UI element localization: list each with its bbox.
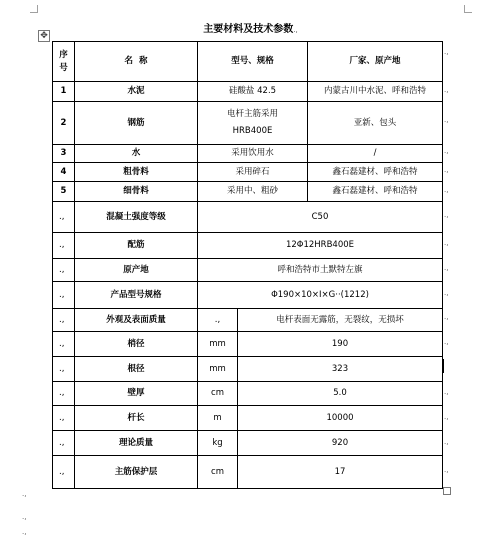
param-row-1-value: 190 — [238, 332, 443, 357]
row-2-maker: 亚新、包头 — [308, 102, 443, 145]
header-seq-line1: 序 — [59, 49, 68, 60]
document-title-text: 主要材料及技术参数 — [203, 24, 294, 35]
row-end-mark: ., — [444, 438, 449, 446]
row-4-no: 4 — [53, 163, 75, 182]
span-row-2-value: 12Φ12HRB400E — [198, 233, 443, 259]
row-2-model-line2: HRB400E — [232, 126, 273, 136]
span-row-3-mark: ., — [53, 259, 75, 282]
param-row-4-value: 10000 — [238, 406, 443, 431]
row-end-mark: ., — [444, 166, 449, 174]
row-3-maker: / — [308, 145, 443, 163]
spec-table — [52, 41, 443, 489]
page-corner-mark-right — [464, 5, 472, 13]
row-end-mark: ., — [444, 466, 449, 474]
param-row-6-mark: ., — [53, 456, 75, 489]
span-row-4-label: 产品型号规格 — [75, 282, 198, 309]
span-row-4-value: Φ190×10×I×G··(1212) — [198, 282, 443, 309]
row-1-no: 1 — [53, 82, 75, 102]
span-row-3-label: 原产地 — [75, 259, 198, 282]
row-1-name: 水泥 — [75, 82, 198, 102]
param-row-1-mark: ., — [53, 332, 75, 357]
span-row-2-label: 配筋 — [75, 233, 198, 259]
row-1-model: 硅酸盐 42.5 — [198, 82, 308, 102]
param-row-5-label: 理论质量 — [75, 431, 198, 456]
row-end-mark: ., — [444, 86, 449, 94]
surface-row-value: 电杆表面无露筋，无裂纹，无损坏 — [238, 309, 443, 332]
row-5-no: 5 — [53, 182, 75, 202]
param-row-4-label: 杆长 — [75, 406, 198, 431]
param-row-2-unit: mm — [198, 357, 238, 382]
row-end-mark: ., — [444, 116, 449, 124]
row-end-mark: ., — [444, 264, 449, 272]
row-5-model: 采用中、粗砂 — [198, 182, 308, 202]
row-3-model: 采用饮用水 — [198, 145, 308, 163]
param-row-6-value: 17 — [238, 456, 443, 489]
row-2-no: 2 — [53, 102, 75, 145]
row-4-maker: 鑫石磊建材、呼和浩特 — [308, 163, 443, 182]
param-row-1-label: 梢径 — [75, 332, 198, 357]
surface-row-unit-mark: ., — [214, 314, 221, 325]
span-row-2-mark: ., — [53, 233, 75, 259]
param-row-2-label: 根径 — [75, 357, 198, 382]
param-row-3-value: 5.0 — [238, 382, 443, 406]
document-title — [0, 20, 501, 35]
margin-paragraph-mark: ., — [22, 513, 27, 521]
row-end-mark: ., — [444, 388, 449, 396]
paragraph-mark: ., — [293, 26, 298, 34]
row-2-model — [198, 102, 308, 145]
param-row-4-mark: ., — [53, 406, 75, 431]
row-4-model: 采用碎石 — [198, 163, 308, 182]
span-row-3-value: 呼和浩特市土默特左旗 — [198, 259, 443, 282]
param-row-6-unit: cm — [198, 456, 238, 489]
param-row-1-unit: mm — [198, 332, 238, 357]
table-resize-handle-icon[interactable] — [443, 487, 451, 495]
row-end-mark: ., — [444, 48, 449, 56]
header-seq-line2: 号 — [59, 62, 68, 73]
param-row-3-mark: ., — [53, 382, 75, 406]
surface-row-label: 外观及表面质量 — [75, 309, 198, 332]
param-row-3-label: 壁厚 — [75, 382, 198, 406]
row-5-maker: 鑫石磊建材、呼和浩特 — [308, 182, 443, 202]
header-seq — [53, 42, 75, 82]
row-end-mark: ., — [444, 239, 449, 247]
header-maker: 厂家、原产地 — [308, 42, 443, 82]
margin-paragraph-mark: ., — [22, 490, 27, 498]
row-end-mark: ., — [444, 338, 449, 346]
row-end-mark: ., — [444, 211, 449, 219]
param-row-5-unit: kg — [198, 431, 238, 456]
header-name: 名 称 — [75, 42, 198, 82]
row-end-mark: ., — [444, 147, 449, 155]
surface-row-unit — [198, 309, 238, 332]
margin-paragraph-mark: ., — [22, 528, 27, 536]
row-2-model-line1: 电杆主筋采用 — [226, 109, 278, 119]
param-row-2-mark: ., — [53, 357, 75, 382]
text-cursor — [443, 359, 444, 373]
surface-row-mark: ., — [53, 309, 75, 332]
param-row-4-unit: m — [198, 406, 238, 431]
param-row-3-unit: cm — [198, 382, 238, 406]
param-row-5-mark: ., — [53, 431, 75, 456]
row-1-maker: 内蒙古川中水泥、呼和浩特 — [308, 82, 443, 102]
span-row-1-label: 混凝土强度等级 — [75, 202, 198, 233]
row-end-mark: ., — [444, 289, 449, 297]
header-model: 型号、规格 — [198, 42, 308, 82]
param-row-5-value: 920 — [238, 431, 443, 456]
page-corner-mark-left — [30, 5, 38, 13]
row-3-no: 3 — [53, 145, 75, 163]
span-row-4-mark: ., — [53, 282, 75, 309]
row-5-name: 细骨料 — [75, 182, 198, 202]
table-move-handle-icon[interactable]: ✥ — [38, 30, 50, 42]
span-row-1-mark: ., — [53, 202, 75, 233]
row-end-mark: ., — [444, 413, 449, 421]
row-3-name: 水 — [75, 145, 198, 163]
row-end-mark: ., — [444, 186, 449, 194]
param-row-2-value: 323 — [238, 357, 443, 382]
row-2-name: 钢筋 — [75, 102, 198, 145]
row-end-mark: ., — [444, 313, 449, 321]
row-4-name: 粗骨料 — [75, 163, 198, 182]
param-row-6-label: 主筋保护层 — [75, 456, 198, 489]
span-row-1-value: C50 — [198, 202, 443, 233]
